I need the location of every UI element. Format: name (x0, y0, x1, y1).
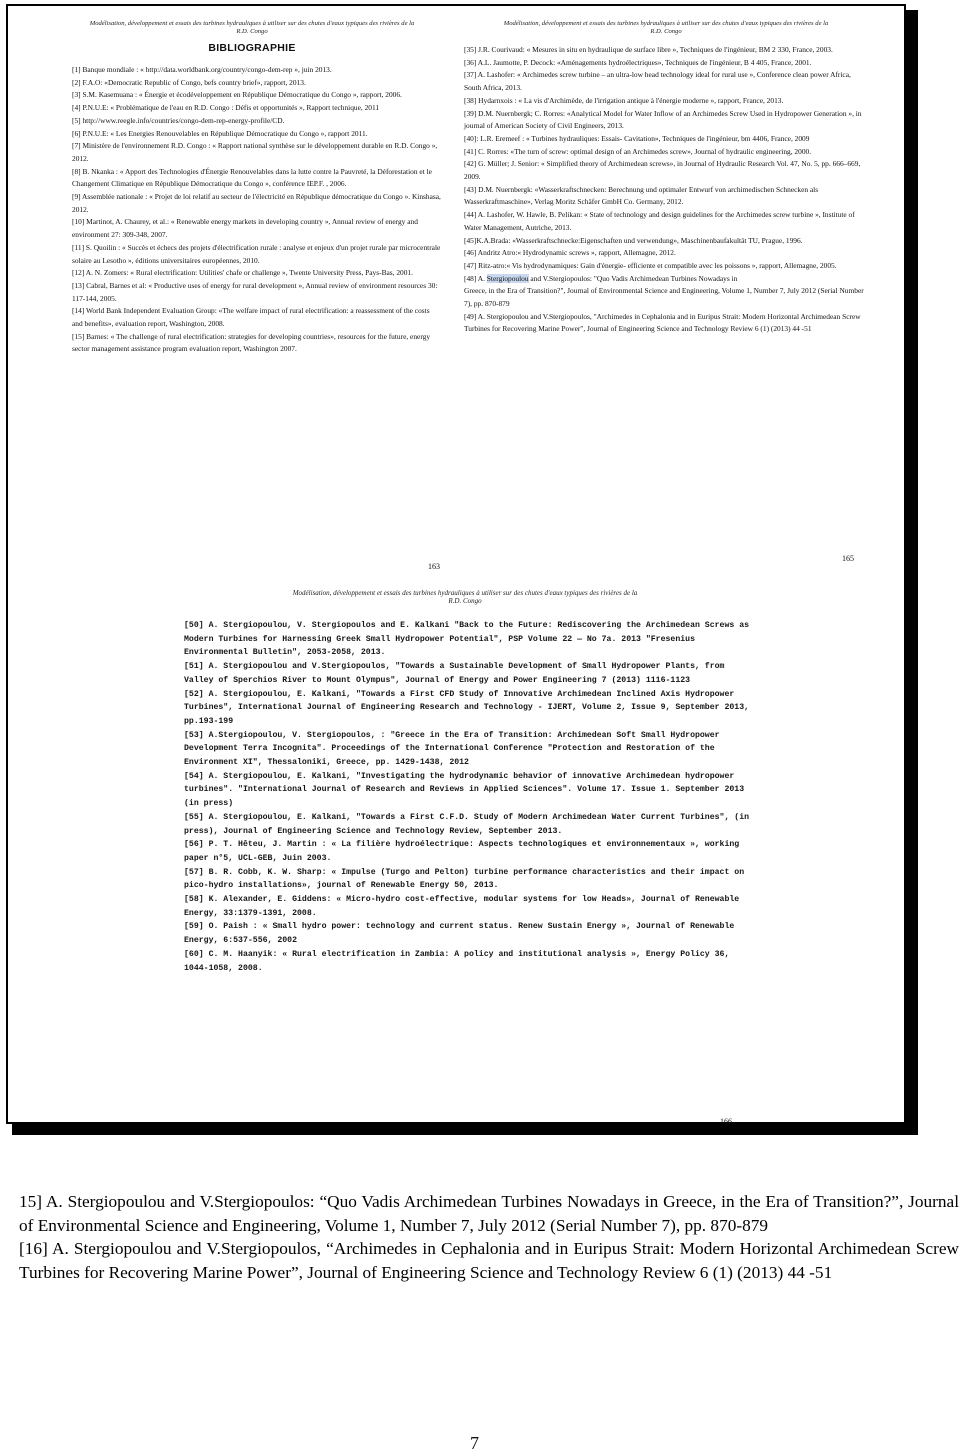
reference-item: [3] S.M. Kasemuana : « Énergie et écodéveloppement en République Démocratique du Congo », rapport, 2006. (72, 90, 402, 100)
body-paragraph: [16] A. Stergiopoulou and V.Stergiopoulos, “Archimedes in Cephalonia and in Euripus Strait: Modern Horizontal Archimedean Screw Turbines for Recovering Marine Power”, Journal of Engineering Science and Technology Review 6 (1) (2013) 44 -51 (19, 1239, 959, 1282)
reference-item: [35] J.R. Courivaud: « Mesures in situ en hydraulique de surface libre », Techniques de l'ingénieur, BM 2 330, France, 2003. (464, 45, 833, 54)
reference-item: [11] S. Quoilin : « Succès et échecs des projets d'électrification rurale : analyse et enjeux d'un projet rurale par microcentrale solaire au Lesotho », éditions universitaires européennes, 2010. (72, 242, 441, 265)
reference-item: [6] P.N.U.E: « Les Energies Renouvelables en République Démocratique du Congo », rapport 2011. (72, 128, 368, 138)
reference-item: [58] K. Alexander, E. Giddens: « Micro-hydro cost-effective, modular systems for low Heads», Journal of Renewable Energy, 33:1379-1391, 2008. (184, 895, 740, 918)
scanned-pages-frame (6, 4, 906, 1124)
reference-item: [10] Martinot, A. Chaurey, et al.: « Renewable energy markets in developing country », Annual review of energy and environment 27: 309-348, 2007. (72, 217, 418, 240)
body-paragraph: 15] A. Stergiopoulou and V.Stergiopoulos: “Quo Vadis Archimedean Turbines Nowadays in Greece, in the Era of Transition?”, Journal of Environmental Science and Engineering, Volume 1, Number 7, July 2012 (Serial Number 7), pp. 870-879 (19, 1192, 959, 1235)
reference-item: [14] World Bank Independent Evaluation Group: «The welfare impact of rural electrification: a reassessment of the costs and benefits», evaluation report, Washington, 2008. (72, 306, 430, 329)
reference-item: [55] A. Stergiopoulou, E. Kalkani, "Towards a First C.F.D. Study of Modern Archimedean Water Current Turbines", (in press), Journal of Engineering Science and Technology Review, September 2013. (184, 812, 750, 836)
reference-item: [54] A. Stergiopoulou, E. Kalkani, "Investigating the hydrodynamic behavior of innovative Archimedean hydropower turbines". "International Journal of Research and Reviews in Applied Sciences". Volume 17. Issue 1. September 2013 (in press) (184, 771, 745, 809)
reference-item: [4] P.N.U.E: « Problématique de l'eau en R.D. Congo : Défis et opportunités », Rapport technique, 2011 (72, 103, 380, 113)
third-page (178, 589, 752, 1129)
reference-item: [49] A. Stergiopoulou and V.Stergiopoulos, "Archimedes in Cephalonia and in Euripus Strait: Modern Horizontal Archimedean Screw Turbines for Recovering Marine Power", Journal of Engineering Science and Technology Review 6 (1) (2013) 44 -51 (464, 311, 861, 334)
reference-item: [1] Banque mondiale : « http://data.worldbank.org/country/congo-dem-rep », juin 2013. (72, 65, 332, 74)
left-page-number: 163 (428, 562, 440, 571)
reference-item: [57] B. R. Cobb, K. W. Sharp: « Impulse (Turgo and Pelton) turbine performance characteristics and their impact on pico-hydro installations», journal of Renewable Energy 50, 2013. (184, 867, 745, 891)
right-reference-list (456, 36, 876, 336)
highlighted-author: Stergiopoulou (486, 273, 529, 283)
reference-item: [45]K.A.Brada: «Wasserkraftschnecke:Eigenschaften und verwendung», Maschinenbaufakultät TU, Prague, 1996. (464, 235, 803, 245)
reference-item: [38] Hydarnxois : « La vis d'Archimède, de l'irrigation antique à l'énergie moderne », rapport, France, 2013. (464, 95, 784, 105)
reference-item: [7] Ministère de l'environnement R.D. Congo : « Rapport national synthèse sur le développement durable en R.D. Congo », 2012. (72, 141, 438, 163)
reference-item: [8] B. Nkanka : « Apport des Technologies d'Énergie Renouvelables dans la lutte contre la Pauvreté, la Déforestation et le Changement Climatique en République Démocratique du Congo », conférence IEP.F. , 2006. (72, 166, 432, 189)
reference-item: [59] O. Paish : « Small hydro power: technology and current status. Renew Sustain Energy », Journal of Renewable Energy, 6:537-556, 2002 (184, 922, 735, 946)
reference-item: [42] G. Müller; J. Senior: « Simplified theory of Archimedean screws», in Journal of Hydraulic Research Vol. 47, No. 5, pp. 666–669, 2009. (464, 159, 861, 182)
right-page-header: Modélisation, développement et essais des turbines hydrauliques à utiliser sur des chutes d'eaux typiques des rivières de la R.D. Congo (503, 20, 829, 35)
third-page-number: 166 (720, 1117, 732, 1126)
reference-item: [39] D.M. Nuernbergk; C. Rorres: «Analytical Model for Water Inflow of an Archimedes Screw Used in Hydropower Generation », in journal of American Society of Civil Engineers, 2013. (464, 108, 862, 131)
reference-item: [13] Cabral, Barnes et al: « Productive uses of energy for rural development », Annual review of environment resources 30: 117-144, 2005. (72, 280, 438, 303)
reference-item: [5] http://www.reegle.info/countries/congo-dem-rep-energy-profile/CD. (72, 115, 285, 125)
reference-item: [53] A.Stergiopoulou, V. Stergiopoulos, : "Greece in the Era of Transition: Archimedean Soft Small Hydropower Development Terra Incognita". Proceedings of the International Conference "Protection and Restoration of the Environment XI", Thessaloniki, Greece, pp. 1429-1438, 2012 (184, 730, 720, 768)
right-page (456, 20, 876, 575)
reference-item: [51] A. Stergiopoulou and V.Stergiopoulos, "Towards a Sustainable Development of Small Hydropower Plants, from Valley of Sperchios River to Mount Olympus", Journal of Energy and Power Engineering 7 (2013) 1116-1123 (184, 662, 725, 685)
third-reference-list (178, 619, 752, 975)
left-page (56, 20, 448, 575)
left-reference-list (56, 64, 448, 356)
bibliography-title: BIBLIOGRAPHIE (208, 42, 296, 54)
left-page-header: Modélisation, développement et essais des turbines hydrauliques à utiliser sur des chutes d'eaux typiques des rivières de la R.D. Congo (89, 20, 415, 35)
reference-item: [60] C. M. Haanyik: « Rural electrification in Zambia: A policy and institutional analysis », Energy Policy 36, 1044-1058, 2008. (184, 949, 730, 973)
reference-item: [40]: L.R. Eremeef : « Turbines hydrauliques: Essais- Cavitation», Techniques de l'ingénieur, bm 4406, France, 2009 (464, 133, 810, 143)
right-page-number: 165 (842, 554, 854, 563)
reference-item: [15] Barnes: « The challenge of rural electrification: strategies for developing countries», resources for the future, energy sector management assistance program evaluation report, Washington 2007. (72, 331, 431, 354)
reference-item: [47] Ritz-atro:« Vis hydrodynamiques: Gain d'énergie- efficiente et compatible avec les poissons », rapport, Allemagne, 2005. (464, 260, 837, 270)
reference-item: [12] A. N. Zomers: « Rural electrification: Utilities' chafe or challenge », Twente University Press, Pays-Bas, 2001. (72, 268, 413, 278)
reference-item: [44] A. Lashofer, W. Hawle, B. Pelikan: « State of technology and design guidelines for the Archimedes screw turbine », Institute of Water Management, Autriche, 2013. (464, 210, 855, 232)
two-page-spread (56, 20, 876, 575)
reference-item: [41] C. Rorres: «The turn of screw: optimal design of an Archimedes screw», Journal of hydraulic engineering, 2000. (464, 146, 812, 156)
reference-item: [46] Andritz Atro:« Hydrodynamic screws », rapport, Allemagne, 2012. (464, 248, 676, 258)
reference-item: Greece, in the Era of Transition?", Journal of Environmental Science and Engineering, Volume 1, Number 7, July 2012 (Serial Number 7), pp. 870-879 (464, 286, 864, 309)
reference-item: [2] F.A.O: «Democratic Republic of Congo, befs country brief», rapport, 2013. (72, 77, 306, 87)
reference-item: [50] A. Stergiopoulou, V. Stergiopoulos and E. Kalkani "Back to the Future: Rediscovering the Archimedean Screws as Modern Turbines for Harnessing Greek Small Hydropower Potential", PSP Volume 22 — No 7a. 2013 "Fresenius Environmental Bulletin", 2053-2058, 2013. (184, 621, 750, 658)
reference-item: [9] Assemblée nationale : « Projet de loi relatif au secteur de l'électricité en République démocratique du Congo ». Kinshasa, 2012. (72, 192, 441, 214)
reference-item: [37] A. Lashofer: « Archimedes screw turbine – an ultra-low head technology ideal for rural use », Conference clean power Africa, South Africa, 2013. (464, 70, 851, 93)
reference-item-48: [48] A. Stergiopoulou and V.Stergiopoulos: "Quo Vadis Archimedean Turbines Nowadays in (464, 273, 738, 283)
reference-item: [43] D.M. Nuernbergk: «Wasserkraftschnecken: Berechnung und optimaler Entwurf von archimedischen Schnecken als Wasserkraftmaschine», Verlag Moritz Schäfer GmbH Co. Germany, 2012. (464, 184, 819, 207)
reference-item: [52] A. Stergiopoulou, E. Kalkani, "Towards a First CFD Study of Innovative Archimedean Inclined Axis Hydropower Turbines", International Journal of Engineering Research and Technology - IJERT, Volume 2, Issue 9, September 2013, pp.193-199 (184, 689, 750, 726)
third-page-header: Modélisation, développement et essais des turbines hydrauliques à utiliser sur des chutes d'eaux typiques des rivières de la R.D. Congo (292, 589, 638, 605)
page-number: 7 (470, 1433, 479, 1453)
reference-item: [36] A.L. Jaumotte, P. Decock: «Aménagements hydroélectriques», Techniques de l'ingénieur, B 4 405, France, 2001. (464, 57, 812, 67)
reference-item: [56] P. T. Hêteu, J. Martin : « La filière hydroélectrique: Aspects technologiques et environnementaux », working paper n°5, UCL-GEB, Juin 2003. (184, 840, 740, 863)
body-text (19, 1190, 959, 1284)
